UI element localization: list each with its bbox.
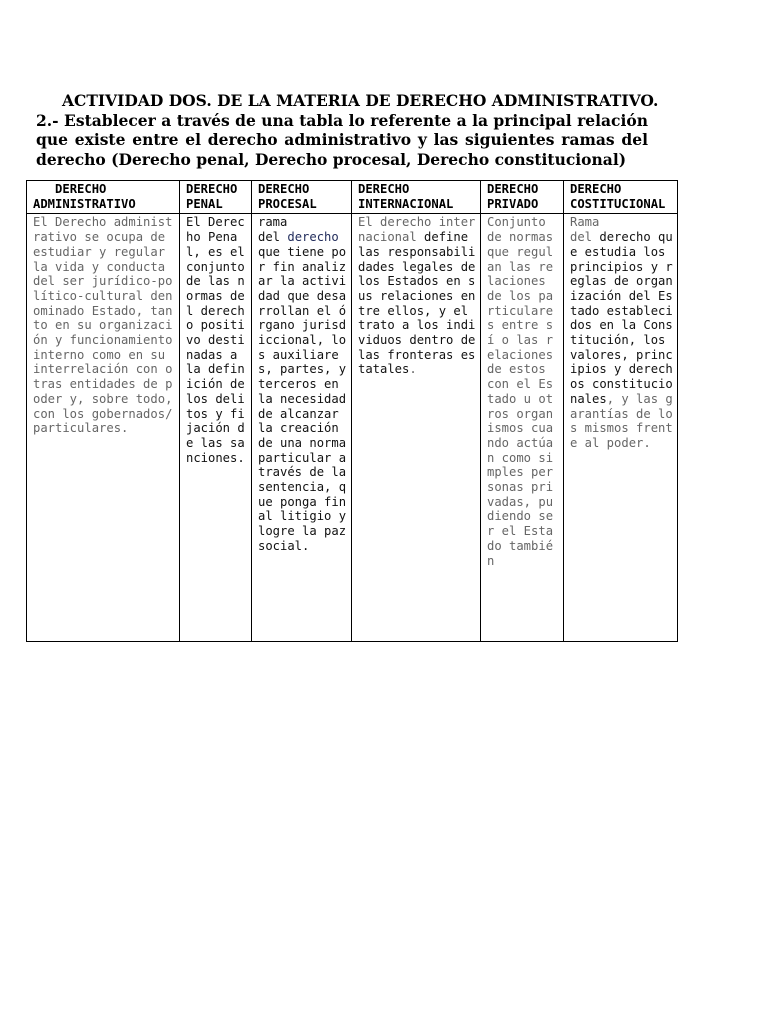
instruction-line-3: derecho (Derecho penal, Derecho procesal, Derecho constitucional) (36, 149, 627, 169)
cell-administrativo: El Derecho administrativo se ocupa de estudiar y regular la vida y conducta del ser jurídico-político-cultural denominado Estado, tanto en su organización y funcionamiento interno como en su interrelación con otras entidades de poder y, sobre todo, con los gobernados/particulares. (27, 214, 180, 642)
instruction-paragraph (36, 111, 648, 169)
cell-constitucional (564, 214, 678, 642)
instruction-line-1: 2.- Establecer a través de una tabla lo referente a la principal relación (36, 111, 648, 130)
cell-internacional (352, 214, 481, 642)
relations-table (26, 180, 678, 642)
cell-procesal-part-2: derecho (287, 230, 339, 245)
cell-constitucional-part-3: , y las garantías de los mismos frente al poder. (570, 391, 673, 450)
cell-privado: Conjunto de normas que regulan las relaciones de los particulares entre sí o las relaciones de estos con el Estado u otros organismos cuando actúan como simples personas privadas, pudiendo ser el Estado también (481, 214, 564, 642)
header-constitucional: DERECHO COSTITUCIONAL (564, 181, 678, 214)
instruction-line-2: que existe entre el derecho administrativo y las siguientes ramas del (36, 130, 648, 150)
cell-penal: El Derecho Penal, es el conjunto de las normas del derecho positivo destinadas a la definición de los delitos y fijación de las sanciones. (180, 214, 252, 642)
cell-procesal (252, 214, 352, 642)
header-penal: DERECHO PENAL (180, 181, 252, 214)
document-title: ACTIVIDAD DOS. DE LA MATERIA DE DERECHO ADMINISTRATIVO. (62, 91, 659, 110)
cell-procesal-part-3: que tiene por fin analizar la actividad que desarrollan el órgano jurisdiccional, los auxiliares, partes, y terceros en la necesidad de alcanzar la creación de una norma particular a través de la sentencia, que ponga fin al litigio y logre la paz social. (258, 230, 354, 553)
cell-internacional-part-3: . (409, 362, 417, 377)
table-header-row (27, 181, 678, 214)
header-privado: DERECHO PRIVADO (481, 181, 564, 214)
header-internacional: DERECHO INTERNACIONAL (352, 181, 481, 214)
table-row (27, 214, 678, 642)
cell-constitucional-part-2: derecho que estudia los principios y reglas de organización del Estado establecidos en la Constitución, los valores, principios y derechos constitucionales (570, 230, 673, 406)
cell-internacional-part-2: define las responsabilidades legales de los Estados en sus relaciones entre ellos, y el trato a los individuos dentro de las fronteras estatales (358, 230, 483, 377)
cell-constitucional-part-1: Rama del (570, 215, 600, 245)
cell-procesal-part-1: rama del (258, 215, 288, 245)
header-administrativo: DERECHO ADMINISTRATIVO (27, 181, 180, 214)
cell-internacional-part-1: El derecho internacional (358, 215, 476, 245)
header-procesal: DERECHO PROCESAL (252, 181, 352, 214)
